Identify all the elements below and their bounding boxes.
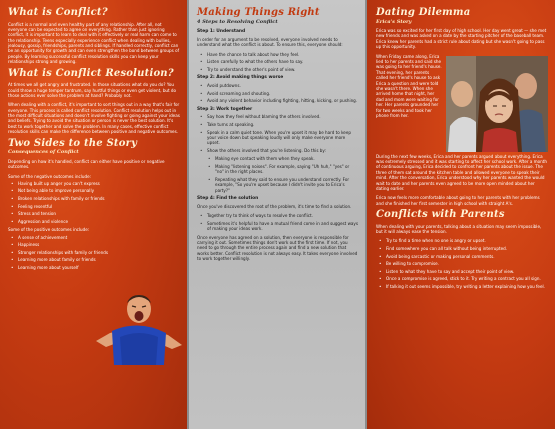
list-item: • Find somewhere you can all talk without being interrupted. <box>376 246 548 251</box>
list-item: • Sometimes it's helpful to have a mutual friend come in and suggest ways of making your ideas work. <box>197 221 358 232</box>
dating-dilemma-heading: Dating Dilemma <box>376 7 471 18</box>
four-steps-subheading: 4 Steps to Resolving Conflict <box>197 18 278 25</box>
list-item: • Avoid screaming and shouting. <box>197 91 358 96</box>
conflicts-with-parents-heading: Conflicts with Parents <box>376 209 505 221</box>
list-item: • A sense of achievement <box>8 235 181 240</box>
list-item: • If talking it out seems impossible, try writing a letter explaining how you feel. <box>376 284 548 289</box>
list-item: • Try to understand the other's point of view. <box>197 67 358 72</box>
list-item: • Listen carefully to what the others have to say. <box>197 59 358 64</box>
parents-tips-list <box>376 238 548 289</box>
consequences-subheading: Consequences of Conflict <box>8 149 79 156</box>
list-item: • Together try to think of ways to resolve the conflict. <box>197 213 358 218</box>
list-item: • Say how they feel without blaming the others involved. <box>197 114 358 119</box>
list-item: • Show the others involved that you're listening. Do this by: <box>197 148 358 153</box>
two-sides-text: Depending on how it's handled, conflict can either have positive or negative outcomes. <box>8 158 165 170</box>
step-4-text: Once you've discovered the root of the problem, it's time to find a solution. <box>197 203 352 209</box>
middle-panel <box>189 0 365 429</box>
list-item: • Repeating what they said to ensure you understand correctly. For example, "So you're upset because I didn't invite you to Erica's party?" <box>205 177 358 193</box>
list-item: • Not being able to improve personally <box>8 188 120 193</box>
list-item: • Broken relationships with family or friends <box>8 196 120 201</box>
list-item: • Listen to what they have to say and accept their point of view. <box>376 269 548 274</box>
list-item: • Aggression and violence <box>8 219 120 224</box>
conflict-resolution-heading: What is Conflict Resolution? <box>8 67 174 79</box>
listening-list <box>205 156 358 193</box>
right-panel <box>367 0 555 429</box>
story-text-1: Erica was so excited for her first day of high school. Her day went great — she met new friends and was asked on a date by the starting pitcher of the baseball team. Erica knew her parents had a strict rule about dating but she wasn't going to pass up this opportunity. <box>376 28 547 50</box>
positive-outcomes-list <box>8 235 181 271</box>
list-item: • Take turns at speaking. <box>197 122 358 127</box>
list-item: • Avoid being sarcastic or making personal comments. <box>376 254 548 259</box>
list-item: • Learning more about yourself <box>8 265 181 270</box>
step-1-text: In order for an argument to be resolved, everyone involved needs to understand what the conflict is about. To ensure this, everyone should: <box>197 36 343 48</box>
list-item: • Avoid any violent behavior including fighting, hitting, kicking, or pushing. <box>197 98 358 103</box>
list-item: • Feeling resentful <box>8 204 120 209</box>
step-2-list <box>197 83 358 104</box>
list-item: • Stress and tension <box>8 211 120 216</box>
list-item: • Be willing to compromise. <box>376 261 548 266</box>
negative-outcomes-list <box>8 181 120 224</box>
list-item: • Making "listening noises". For example, saying "Uh huh," "yes" or "no" in the right places. <box>205 164 358 175</box>
two-sides-heading: Two Sides to the Story <box>8 137 138 149</box>
list-item: • Stronger relationships with family or friends <box>8 250 181 255</box>
step-1-heading: Step 1: Understand <box>197 29 246 35</box>
step-4-heading: Step 4: Find the solution <box>197 196 259 202</box>
list-item: • Avoid putdowns. <box>197 83 358 88</box>
conflict-resolution-text-2: When dealing with a conflict, it's important to sort things out in a way that's fair for everyone. This process is called conflict resolution. Conflict resolution helps out in the most difficult situations and doesn't involve fighting or going against your ideas and beliefs. Trying to avoid the situation or person is never the best solution. It's best to work together and solve the problem. In many cases, effective conflict resolution skills can make the difference between positive and negative outcomes. <box>8 102 180 135</box>
angry-boy-photo <box>92 289 186 365</box>
list-item: • Try to find a time when no one is angry or upset. <box>376 238 548 243</box>
step-4-list <box>197 213 358 231</box>
step-3-list <box>197 114 358 153</box>
positive-outcomes-lead: Some of the positive outcomes include: <box>8 227 90 233</box>
left-panel <box>0 0 187 429</box>
negative-outcomes-lead: Some of the negative outcomes include: <box>8 173 91 179</box>
list-item: • Speak in a calm quiet tone. When you're upset it may be hard to keep your voice down but speaking loudly will only make everyone more upset. <box>197 130 358 146</box>
upset-girl-photo <box>446 56 548 152</box>
step-1-list <box>197 52 358 73</box>
making-things-right-heading: Making Things Right <box>197 7 320 18</box>
step-2-heading: Step 2: Avoid making things worse <box>197 75 284 81</box>
closing-text: Once everyone has agreed on a solution, then everyone is responsible for carrying it out. Sometimes things don't work out the first time. If not, you need to go through the entire process again and find a new solution that works better. Conflict resolution is not always easy. It takes everyone involved to work together willingly. <box>197 234 358 262</box>
list-item: • Having built up anger you can't express <box>8 181 120 186</box>
conflict-resolution-text-1: At times we all get angry and frustrated. In those situations what do you do? You could throw a huge temper tantrum, say hurtful things or even get violent, but do those actions ever solve the problem at hand? Probably not. <box>8 82 177 98</box>
list-item: • Have the chance to talk about how they feel. <box>197 52 358 57</box>
list-item: • Once a compromise is agreed, stick to it. Try writing a contract you all sign. <box>376 276 548 281</box>
story-text-4: Erica now feels more comfortable about going to her parents with her problems and she finished her first semester in high school with straight A's. <box>376 195 540 206</box>
parents-intro-text: When dealing with your parents, talking about a situation may seem impossible, but it will always ease the tension. <box>376 223 542 235</box>
list-item: • Making eye contact with them when they speak. <box>205 156 358 161</box>
story-text-2: When Friday came along, Erica lied to her parents and said she was going to her friend's house. That evening, her parents called her friend's house to ask Erica a question and were told she wasn't there. When she arrived home that night, her dad and mom were waiting for her. Her parents grounded her for two weeks and took her phone from her. <box>376 53 442 118</box>
story-text-3: During the next few weeks, Erica and her parents argued about everything. Erica was extremely stressed and it was starting to affect her school work. After a month of continuous arguing, Erica decided to confront her parents about the issue. The three of them sat around the kitchen table and allowed everyone to speak their mind. After the conversation, Erica understood why her parents wanted the would wait to date and her parents even agreed to be more open minded about her dating earlier. <box>376 153 547 191</box>
what-is-conflict-heading: What is Conflict? <box>8 7 108 18</box>
ericas-story-subheading: Erica's Story <box>376 18 412 25</box>
what-is-conflict-text: Conflict is a normal and even healthy part of any relationship. After all, not everyone can be expected to agree on everything. Rather than just ignoring conflict, it is important to learn to deal with it effectively or real harm can come to the relationship. Teens especially experience conflict when dealing with bullies, jealousy, gossip, friendships, parents and siblings. If handled correctly, conflict can be an opportunity for growth and can even strengthen the bond between groups of people. By learning successful conflict resolution skills you can keep your relationships strong and growing. <box>8 21 180 65</box>
list-item: • Learning more about family or friends <box>8 257 181 262</box>
list-item: • Happiness <box>8 242 181 247</box>
step-3-heading: Step 3: Work together <box>197 106 253 112</box>
